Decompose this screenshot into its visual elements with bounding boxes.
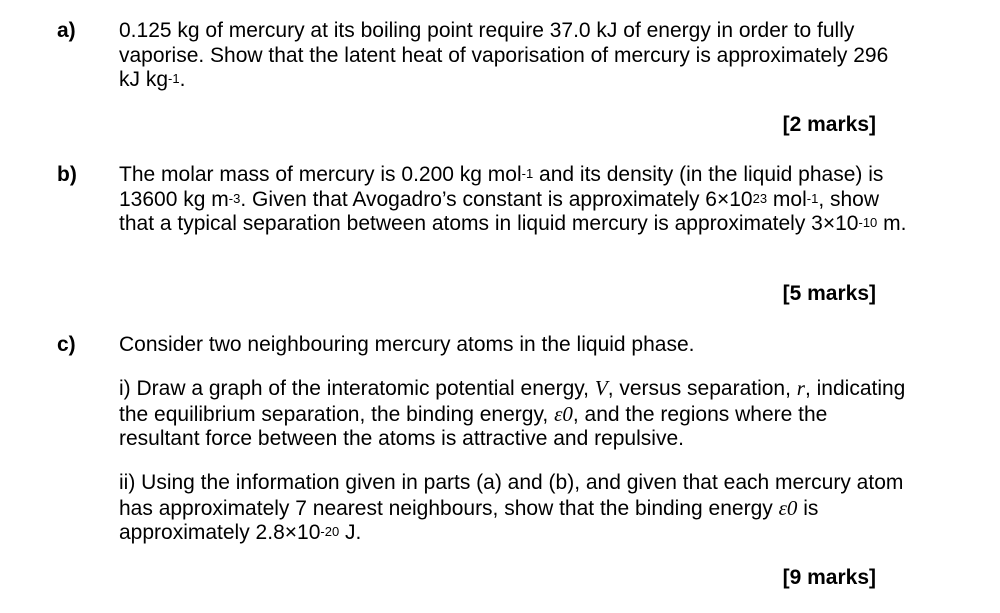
part-a-marks: [2 marks] bbox=[782, 113, 876, 136]
part-c-i-text-1: i) Draw a graph of the interatomic potential energy, bbox=[119, 377, 595, 400]
part-c-i-text-3: , indicating the equilibrium separation, the binding energy, bbox=[119, 377, 906, 426]
part-a-text bbox=[119, 19, 909, 93]
variable-epsilon-0: ε0 bbox=[554, 401, 573, 426]
part-c-marks: [9 marks] bbox=[782, 566, 876, 589]
part-c-ii-text-2: is approximately 2.8×10 bbox=[119, 496, 819, 544]
part-b-text-1: The molar mass of mercury is 0.200 kg mol bbox=[119, 163, 522, 186]
part-b-text-3: . Given that Avogadro’s constant is approximately 6×10 bbox=[240, 187, 753, 211]
part-b-label: b) bbox=[57, 163, 77, 186]
part-c-intro: Consider two neighbouring mercury atoms in the liquid phase. bbox=[119, 333, 695, 356]
part-b-sup-1: -1 bbox=[521, 166, 534, 181]
part-a-text-1: 0.125 kg of mercury at its boiling point require 37.0 kJ of energy in order to fully vaporise. Show that the latent heat of vaporisation of mercury is approximately 296 kJ kg bbox=[119, 19, 889, 91]
variable-v: V bbox=[594, 376, 608, 400]
part-c-ii-sup: -20 bbox=[320, 524, 340, 539]
part-c-i-text bbox=[119, 376, 909, 452]
part-b-sup-2: -3 bbox=[228, 190, 241, 206]
part-c-i-text-2: , versus separation, bbox=[607, 377, 797, 400]
part-b-text-2: and its density (in the liquid phase) is 13600 kg m bbox=[119, 163, 884, 211]
part-c-ii-text bbox=[119, 471, 909, 546]
part-a-text-2: . bbox=[179, 68, 186, 91]
part-b-text-5: , show that a typical separation between atoms in liquid mercury is approximately 3×10 bbox=[119, 187, 880, 235]
part-b-sup-5: -10 bbox=[858, 215, 878, 230]
part-b-text-6: m. bbox=[877, 212, 907, 235]
part-b-sup-4: -1 bbox=[806, 190, 819, 206]
part-c-ii-text-1: ii) Using the information given in parts (a) and (b), and given that each mercury atom has approximately 7 nearest neighbours, show that the binding energy bbox=[119, 471, 904, 520]
variable-r: r bbox=[796, 376, 805, 400]
part-c-ii-text-3: J. bbox=[339, 521, 362, 544]
part-c-i-text-4: , and the regions where the resultant force between the atoms is attractive and repulsive. bbox=[119, 402, 828, 450]
part-c-label: c) bbox=[57, 333, 76, 356]
part-b-text-4: mol bbox=[767, 187, 807, 211]
part-b-sup-3: 23 bbox=[752, 190, 768, 206]
variable-epsilon-0-ii: ε0 bbox=[778, 495, 798, 520]
part-a-label: a) bbox=[57, 19, 76, 42]
part-b-marks: [5 marks] bbox=[782, 282, 876, 305]
part-b-text bbox=[119, 163, 909, 237]
part-a-sup-1: -1 bbox=[168, 71, 180, 86]
